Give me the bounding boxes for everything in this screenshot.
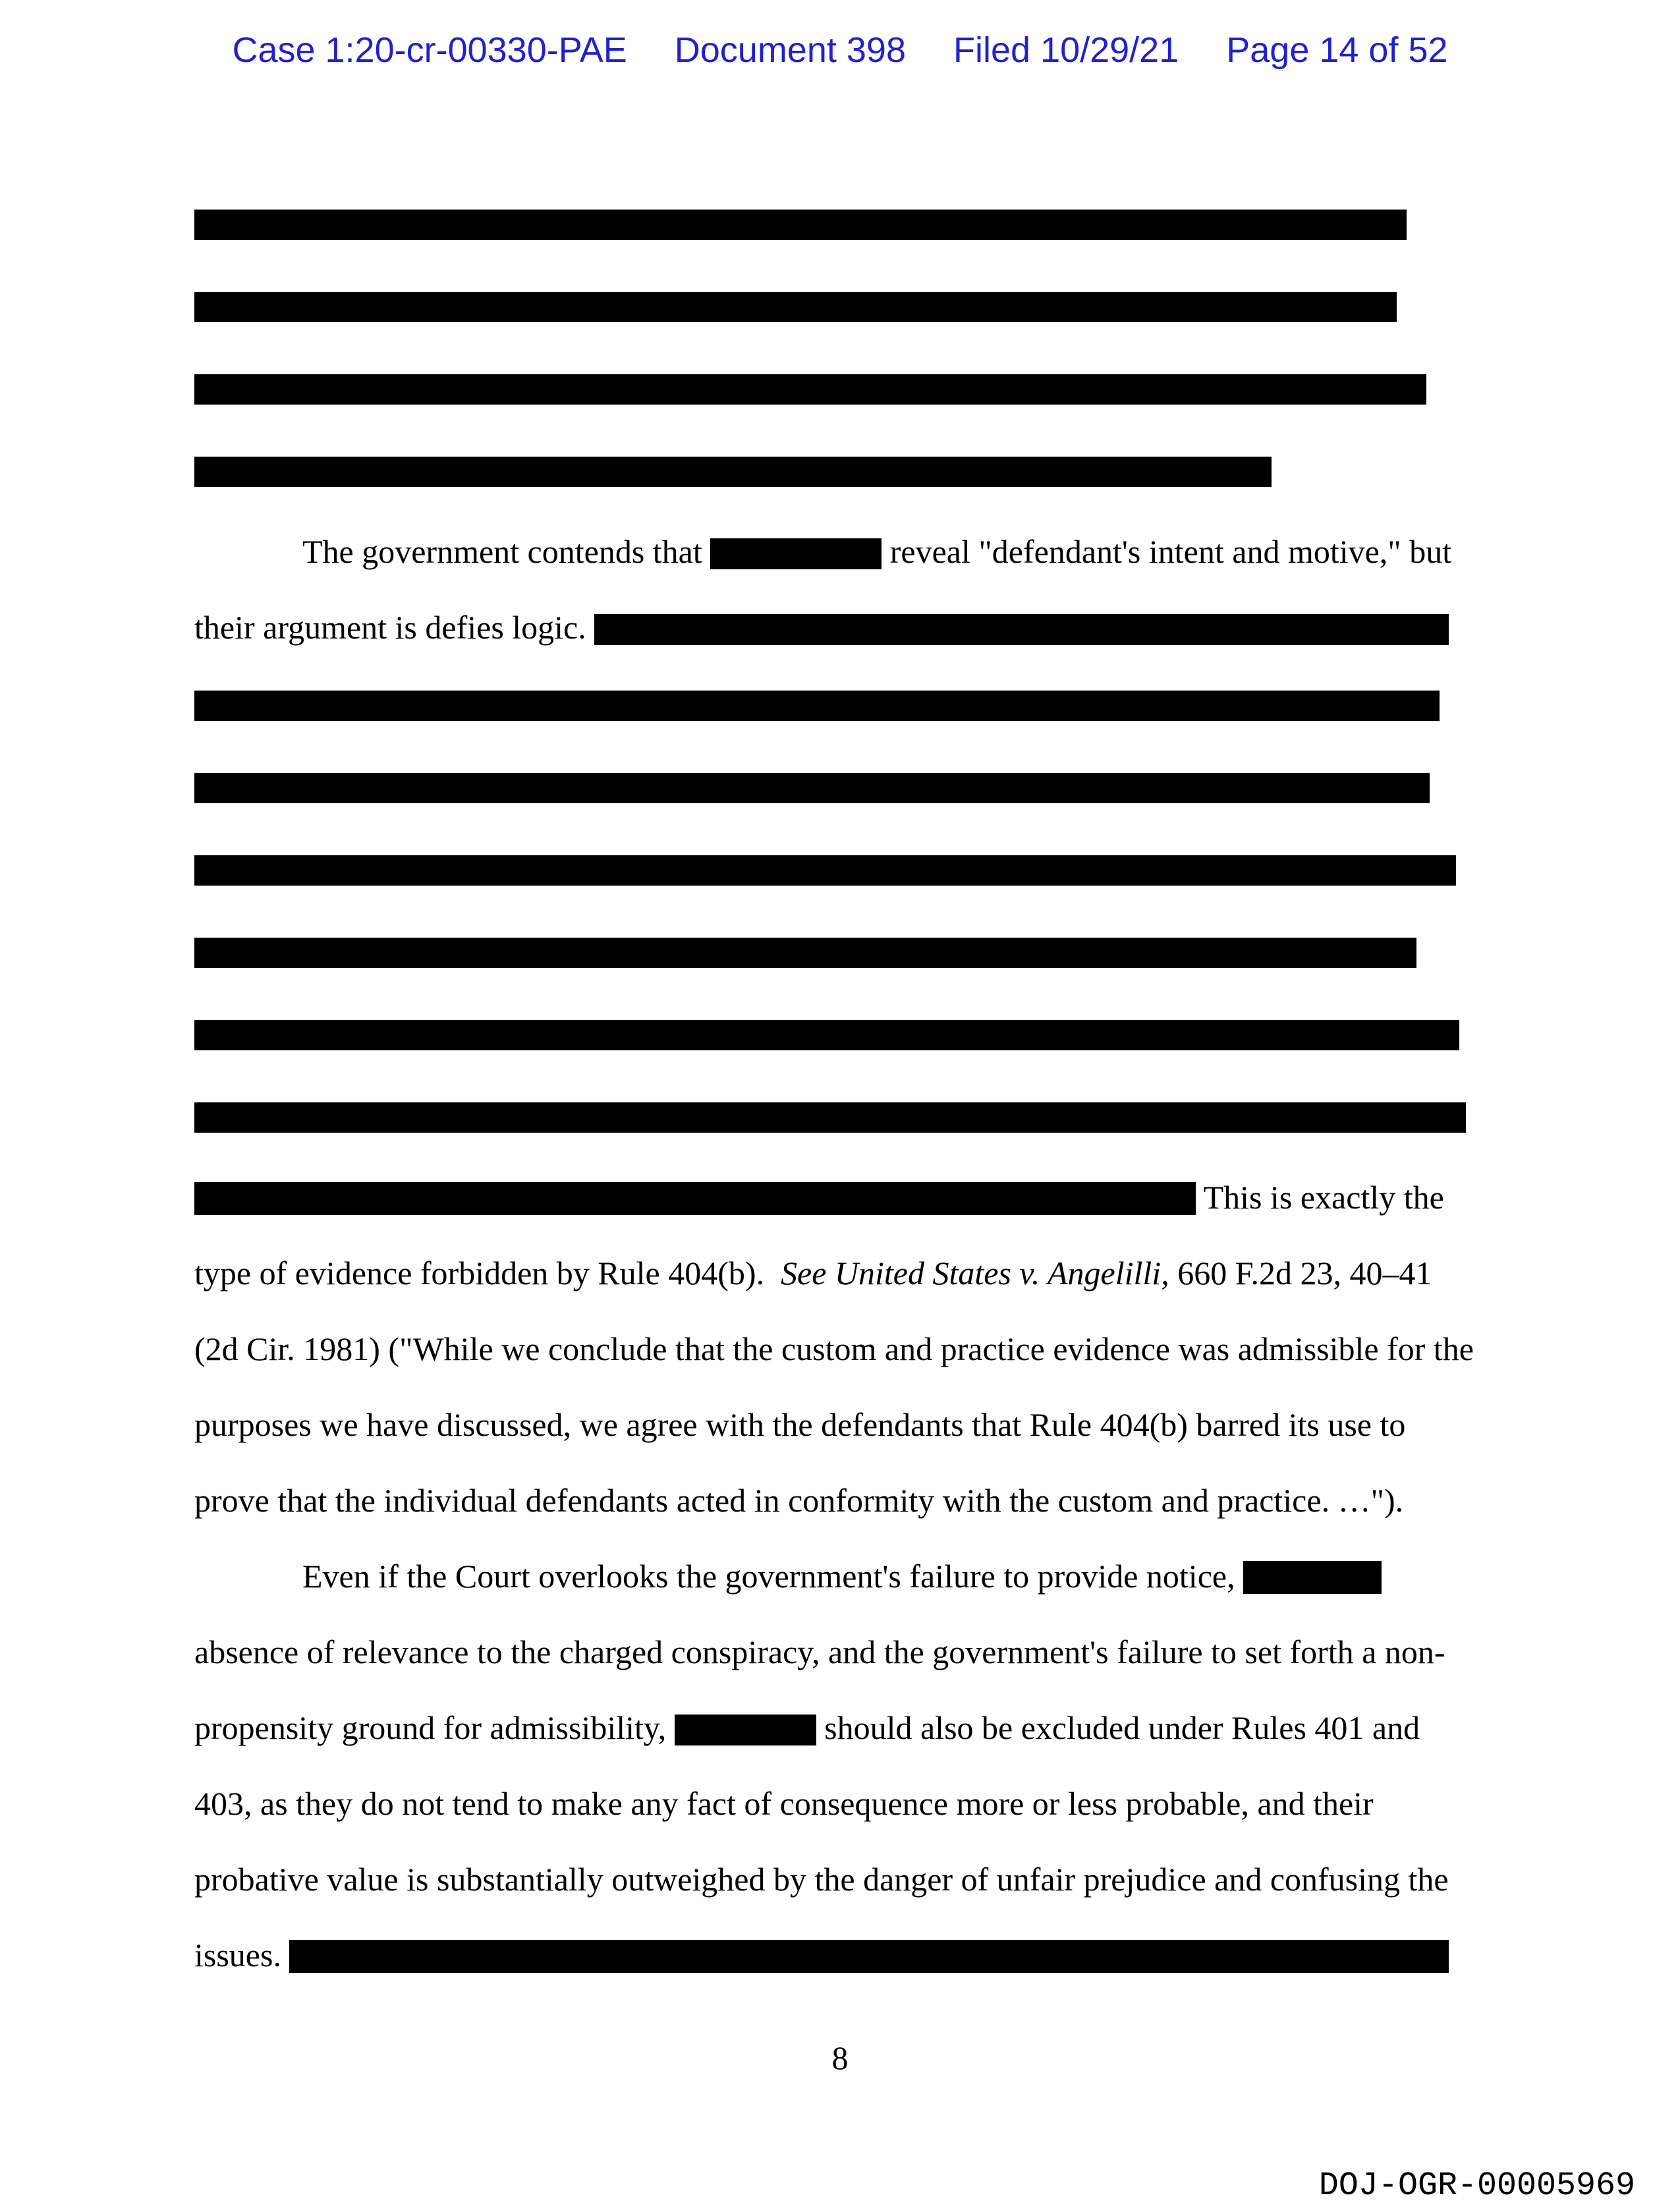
ecf-stamp-header [0,30,1680,70]
redaction-bar-row [194,374,1463,450]
inline-redaction [194,1182,1196,1215]
bates-number: DOJ-OGR-00005969 [1318,2167,1635,2205]
document-line: purposes we have discussed, we agree with the defendants that Rule 404(b) barred its use to [194,1406,1406,1443]
document-line: The government contends that reveal "defendant's intent and motive," but [302,533,1452,570]
redaction-bar [194,1102,1466,1133]
redaction-bar [194,938,1416,968]
document-line: probative value is substantially outweighed by the danger of unfair prejudice and confusing the [194,1861,1449,1898]
redaction-bar-row [194,292,1463,368]
document-line: absence of relevance to the charged conspiracy, and the government's failure to set forth a non- [194,1633,1445,1670]
inline-redaction [1243,1561,1382,1594]
header-page-of: Page 14 of 52 [1226,30,1448,70]
redaction-bar [194,210,1407,240]
document-line: Even if the Court overlooks the government's failure to provide notice, [194,1557,1463,1633]
redaction-bar [194,457,1272,487]
case-citation: See United States v. Angelilli [781,1255,1162,1291]
page-number: 8 [831,2039,849,2076]
redaction-bar [194,374,1426,405]
header-case-number: Case 1:20-cr-00330-PAE [232,30,627,70]
redaction-bar [194,773,1430,803]
document-line: prove that the individual defendants acted in conformity with the custom and practice. …"). [194,1482,1404,1519]
redaction-bar-row [194,773,1463,849]
document-line: type of evidence forbidden by Rule 404(b). See United States v. Angelilli, 660 F.2d 23, 40–41 [194,1255,1432,1291]
inline-redaction [289,1940,1449,1973]
redaction-bar [194,1020,1459,1050]
document-line: propensity ground for admissibility, should also be excluded under Rules 401 and [194,1709,1420,1746]
redaction-bar-row [194,855,1463,931]
document-line: This is exactly the [194,1178,1463,1254]
header-document-number: Document 398 [674,30,906,70]
document-line: their argument is defies logic. [194,608,1463,684]
inline-redaction [594,614,1449,645]
redaction-bar-row [194,210,1463,285]
inline-redaction [675,1715,816,1745]
document-line: (2d Cir. 1981) ("While we conclude that the custom and practice evidence was admissible for the [194,1330,1474,1367]
redaction-bar [194,855,1456,886]
header-filed-date: Filed 10/29/21 [953,30,1179,70]
document-body [194,203,1474,2012]
redaction-bar-row [194,1020,1463,1096]
document-line: 403, as they do not tend to make any fact of consequence more or less probable, and their [194,1785,1374,1822]
document-line: issues. [194,1936,1463,2012]
redaction-bar-row [194,457,1463,532]
redaction-bar [194,691,1440,721]
redaction-bar-row [194,1102,1463,1178]
inline-redaction [710,538,882,569]
redaction-bar-row [194,691,1463,766]
redaction-bar-row [194,938,1463,1013]
redaction-bar [194,292,1397,322]
